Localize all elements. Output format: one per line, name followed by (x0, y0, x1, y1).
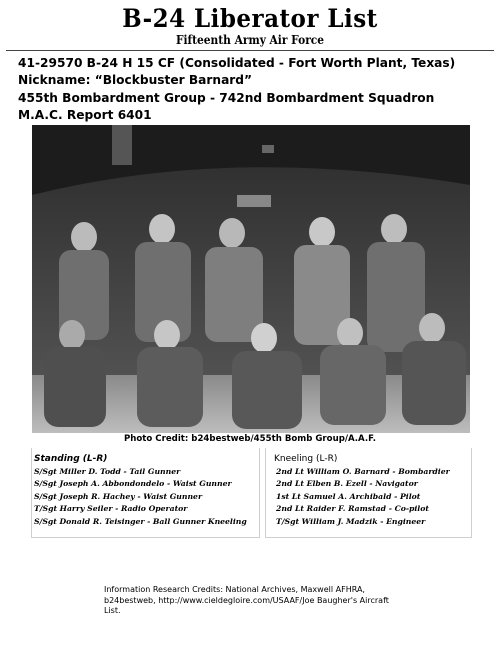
report-line: M.A.C. Report 6401 (18, 108, 152, 123)
crew-member: 2nd Lt Raider F. Ramstad - Co-pilot (276, 504, 429, 514)
crew-member: T/Sgt Harry Seiler - Radio Operator (34, 504, 188, 514)
standing-crew-list (31, 448, 260, 538)
crew-photo (32, 125, 470, 433)
nickname-line: Nickname: “Blockbuster Barnard” (18, 73, 253, 88)
crew-member: 2nd Lt William O. Barnard - Bombardier (276, 467, 450, 476)
group-line: 455th Bombardment Group - 742nd Bombardment Squadron (18, 90, 435, 105)
divider (6, 50, 494, 51)
crew-member: T/Sgt William J. Madzik - Engineer (276, 516, 426, 526)
page-subtitle: Fifteenth Army Air Force (175, 32, 325, 47)
crew-member: 1st Lt Samuel A. Archibald - Pilot (276, 491, 421, 501)
crew-member: S/Sgt Donald R. Teisinger - Ball Gunner Kneeling (34, 516, 247, 526)
crew-member: S/Sgt Joseph A. Abbondondelo - Waist Gunner (34, 479, 232, 489)
serial-line: 41-29570 B-24 H 15 CF (Consolidated - Fort Worth Plant, Texas) (18, 56, 456, 70)
crew-member: S/Sgt Joseph R. Hachey - Waist Gunner (34, 491, 202, 501)
page-title: B-24 Liberator List (122, 4, 378, 33)
research-credits: Information Research Credits: National Archives, Maxwell AFHRA, b24bestweb, http://www.cieldegloire.com/USAAF/Joe Baugher's Aircraft List. (104, 585, 389, 616)
photo-credit: Photo Credit: b24bestweb/455th Bomb Group/A.A.F. (123, 434, 377, 444)
crew-member: S/Sgt Miller D. Todd - Tail Gunner (34, 467, 181, 476)
kneeling-heading: Kneeling (L-R) (274, 454, 338, 464)
kneeling-crew-list (265, 448, 472, 538)
crew-member: 2nd Lt Elben B. Ezell - Navigator (276, 479, 418, 489)
standing-heading: Standing (L-R) (34, 454, 108, 464)
aircraft-info (18, 55, 455, 125)
